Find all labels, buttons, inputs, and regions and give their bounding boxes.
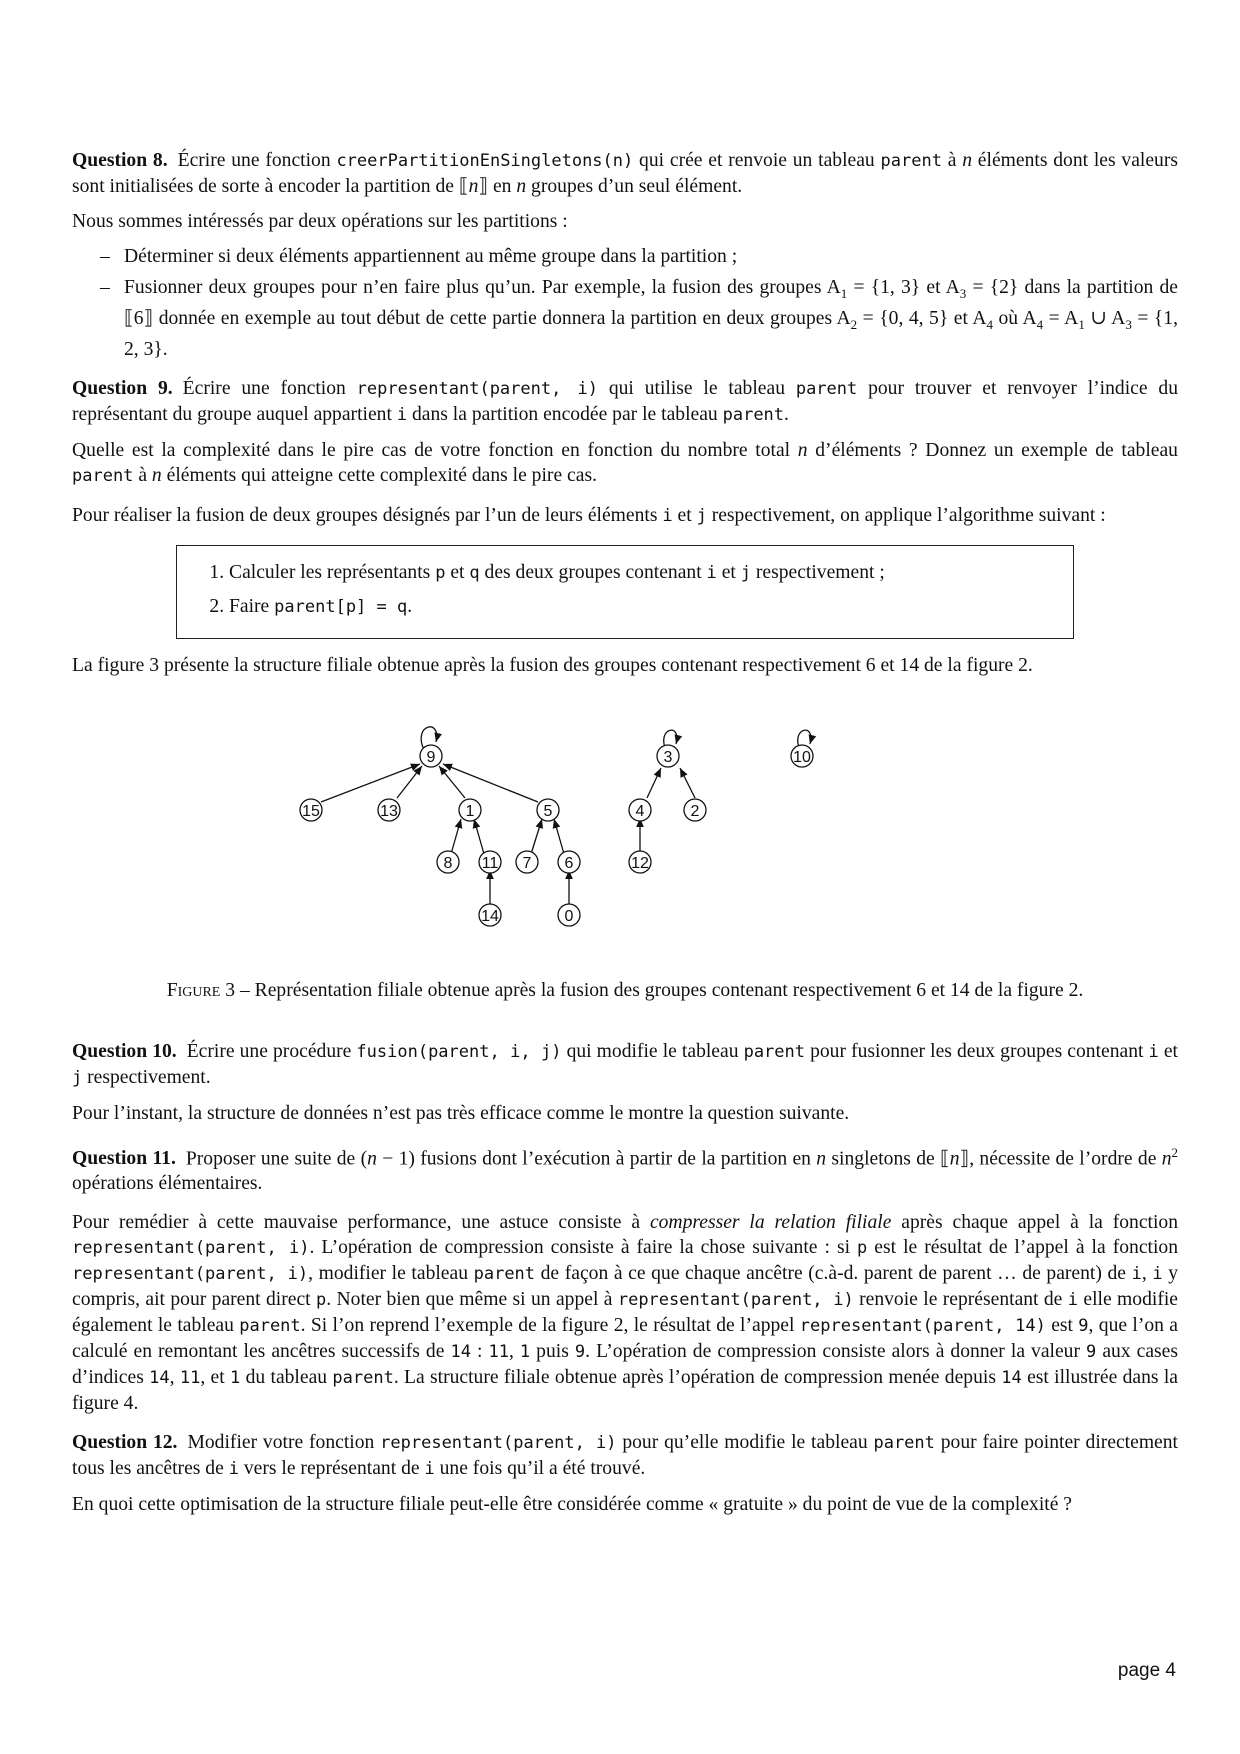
math-n: n	[468, 176, 479, 197]
question-10: Question 10. Écrire une procédure fusion(parent, i, j) qui modifie le tableau parent pour fusionner les deux groupes contenant i et j respectivement.	[72, 1040, 1179, 1088]
question-12-label: Question 12.	[72, 1432, 178, 1454]
figure-intro: La figure 3 présente la structure filiale obtenue après la fusion des groupes contenant respectivement 6 et 14 de la figure 2.	[72, 654, 1033, 676]
svg-text:6: 6	[564, 854, 574, 872]
tree-node	[479, 904, 501, 926]
tree-diagram	[72, 694, 1178, 964]
edge	[531, 819, 542, 854]
svg-text:8: 8	[443, 854, 453, 872]
tree-node	[420, 745, 442, 767]
edge	[680, 768, 695, 798]
tree-node	[629, 799, 651, 821]
figure-3	[72, 694, 1178, 964]
text: ⟧ en	[478, 176, 517, 197]
edge	[321, 764, 420, 802]
edge	[474, 819, 484, 854]
algorithm-box	[176, 545, 1074, 639]
tree-node	[516, 851, 538, 873]
text: qui crée et renvoie un tableau	[633, 150, 881, 171]
tree-node	[558, 851, 580, 873]
edge	[647, 768, 661, 798]
svg-text:13: 13	[380, 802, 398, 820]
question-10-label: Question 10.	[72, 1040, 177, 1062]
edge	[443, 764, 538, 802]
tree-node	[684, 799, 706, 821]
tree-node	[479, 851, 501, 873]
code: parent	[880, 151, 942, 171]
tree-node	[378, 799, 400, 821]
figure-caption: Figure 3 – Représentation filiale obtenue après la fusion des groupes contenant respectivement 6 et 14 de la figure 2.	[166, 979, 1084, 1001]
svg-text:15: 15	[302, 802, 320, 820]
edge	[451, 819, 461, 854]
question-9-complexity: Quelle est la complexité dans le pire cas de votre fonction en fonction du nombre total n d’éléments ? Donnez un exemple de tableau parent à n éléments qui atteigne cette complexité dans le pire cas.	[72, 439, 1178, 486]
svg-text:0: 0	[564, 907, 574, 925]
tree-node	[300, 799, 322, 821]
svg-text:11: 11	[481, 854, 499, 872]
code: creerPartitionEnSingletons(n)	[336, 151, 634, 171]
svg-text:3: 3	[663, 748, 673, 766]
page-number: page 4	[1117, 1660, 1176, 1681]
question-9: Question 9. Écrire une fonction representant(parent, i) qui utilise le tableau parent pour trouver et renvoyer l’indice du représentant du groupe auquel appartient i dans la partition encodée par le tableau parent.	[72, 377, 1178, 425]
tree-node	[459, 799, 481, 821]
question-10-note: Pour l’instant, la structure de données n’est pas très efficace comme le montre la question suivante.	[72, 1102, 850, 1124]
tree-node	[629, 851, 651, 873]
page-content	[72, 148, 1178, 1527]
question-12: Question 12. Modifier votre fonction representant(parent, i) pour qu’elle modifie le tableau parent pour faire pointer directement tous les ancêtres de i vers le représentant de i une fois qu’il a été trouvé.	[72, 1432, 1178, 1480]
question-11: Question 11. Proposer une suite de (n − 1) fusions dont l’exécution à partir de la partition en n singletons de ⟦n⟧, nécessite de l’ordre de $n^2$ opérations élémentaires.	[72, 1144, 1179, 1195]
question-9-label: Question 9.	[72, 377, 173, 399]
svg-text:5: 5	[543, 802, 553, 820]
fusion-intro: Pour réaliser la fusion de deux groupes désignés par l’un de leurs éléments i et j respectivement, on applique l’algorithme suivant :	[72, 504, 1106, 526]
text: éléments dont les valeurs sont initialisées de sorte à encoder la partition de ⟦	[72, 150, 1179, 197]
math-n: n	[962, 150, 973, 171]
operation-item: – Déterminer si deux éléments appartiennent au même groupe dans la partition ;	[100, 244, 1178, 269]
svg-text:2: 2	[690, 802, 700, 820]
compression-paragraph: Pour remédier à cette mauvaise performance, une astuce consiste à compresser la relation filiale après chaque appel à la fonction representant(parent, i). L’opération de compression consiste à faire la chose suivante : si p est le résultat de l’appel à la fonction representant(parent, i), modifier le tableau parent de façon à ce que chaque ancêtre (c.à-d. parent de parent … de parent) de i, i y compris, ait pour parent direct p. Noter bien que même si un appel à representant(parent, i) renvoie le représentant de i elle modifie également le tableau parent. Si l’on reprend l’exemple de la figure 2, le résultat de l’appel representant(parent, 14) est 9, que l’on a calculé en remontant les ancêtres successifs de 14 : 11, 1 puis 9. L’opération de compression consiste alors à donner la valeur 9 aux cases d’indices 14, 11, et 1 du tableau parent. La structure filiale obtenue après l’opération de compression menée depuis 14 est illustrée dans la figure 4.	[72, 1212, 1179, 1415]
text: Écrire une fonction	[177, 150, 337, 171]
svg-text:12: 12	[631, 854, 649, 872]
question-11-label: Question 11.	[72, 1148, 176, 1170]
operations-list	[72, 244, 1178, 362]
algorithm-step: 1. Calculer les représentants p et q des deux groupes contenant i et j respectivement ;	[229, 560, 1053, 586]
svg-text:14: 14	[481, 907, 499, 925]
operations-intro: Nous sommes intéressés par deux opérations sur les partitions :	[72, 211, 568, 232]
tree-node	[437, 851, 459, 873]
tree-node	[657, 745, 679, 767]
text: à	[941, 150, 963, 171]
edge	[554, 819, 564, 854]
question-8-label: Question 8.	[72, 150, 168, 171]
svg-text:10: 10	[793, 748, 811, 766]
algorithm-step: 2. Faire parent[p] = q.	[229, 594, 1053, 620]
tree-node	[558, 904, 580, 926]
svg-text:7: 7	[522, 854, 532, 872]
tree-node	[791, 745, 813, 767]
tree-node	[537, 799, 559, 821]
svg-text:9: 9	[426, 748, 436, 766]
question-8	[72, 148, 1178, 199]
math-n: n	[516, 176, 527, 197]
operation-item: – Fusionner deux groupes pour n’en faire plus qu’un. Par exemple, la fusion des groupes $A_1 = \{1$, 3} et $A_3 = \{2\}$ dans la partition de ⟦6⟧ donnée en exemple au tout début de cette partie donnera la partition en deux groupes $A_2 = \{0$, 4, 5} et $A_4$ où $A_4 = A_1$ ∪ $A_3 = \{1$, 2, 3}.	[100, 275, 1178, 362]
text: groupes d’un seul élément.	[526, 176, 743, 197]
svg-text:1: 1	[465, 802, 475, 820]
svg-text:4: 4	[635, 802, 645, 820]
question-12-followup: En quoi cette optimisation de la structure filiale peut-elle être considérée comme « gratuite » du point de vue de la complexité ?	[72, 1494, 1073, 1516]
